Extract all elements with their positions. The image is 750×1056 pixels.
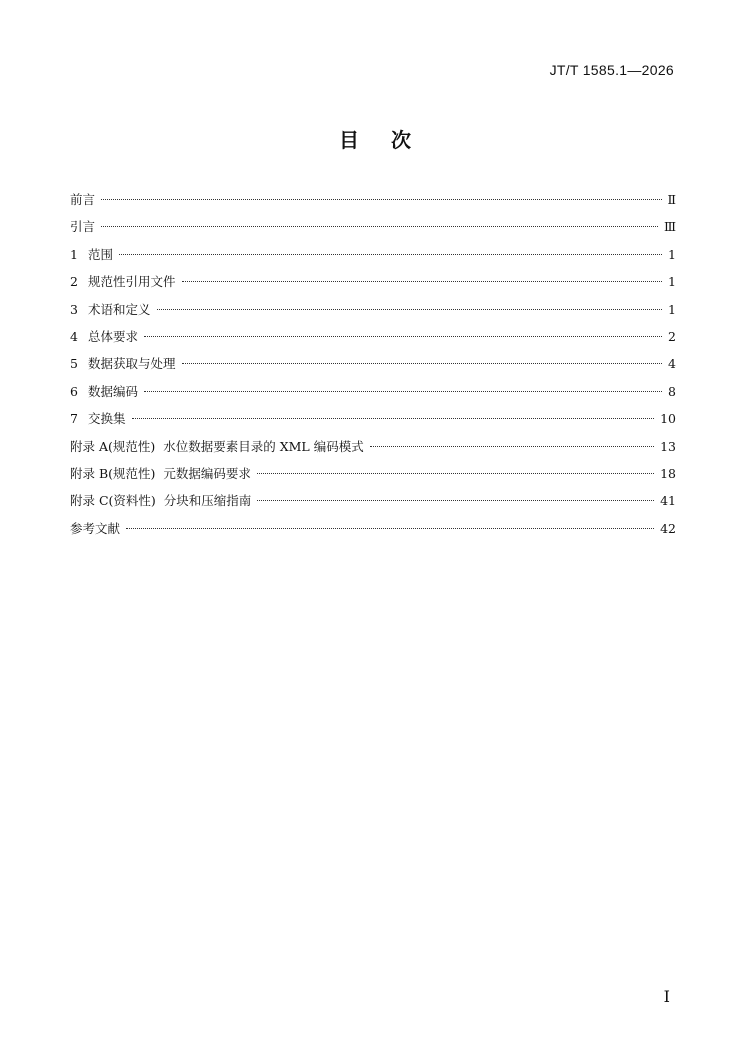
toc-entry[interactable] — [70, 241, 676, 268]
toc-entry-number: 3 — [70, 301, 78, 317]
toc-entry-page: 1 — [668, 274, 676, 290]
toc-entry[interactable] — [70, 433, 676, 460]
toc-entry[interactable] — [70, 350, 676, 377]
toc-entry-page: 42 — [660, 520, 676, 536]
toc-dot-leader — [257, 500, 654, 501]
toc-entry-page: 10 — [660, 411, 676, 427]
toc-entry-subtitle: 分块和压缩指南 — [163, 493, 252, 509]
toc-entry-subtitle: 水位数据要素目录的 XML 编码模式 — [163, 438, 364, 454]
toc-entry-title: 数据获取与处理 — [88, 356, 176, 372]
toc-entry-number: 4 — [70, 328, 78, 344]
toc-dot-leader — [101, 226, 658, 227]
toc-dot-leader — [132, 418, 655, 419]
toc-entry[interactable] — [70, 405, 676, 432]
toc-entry-page: 18 — [660, 465, 676, 481]
toc-entry-page: 1 — [668, 301, 676, 317]
toc-entry[interactable] — [70, 460, 676, 487]
toc-entry-page: 8 — [668, 383, 676, 399]
toc-entry-number: 2 — [70, 274, 78, 290]
toc-entry[interactable] — [70, 323, 676, 350]
page-number: Ⅰ — [663, 987, 670, 1006]
toc-entry-title: 附录 A(规范性) — [70, 438, 156, 454]
toc-entry[interactable] — [70, 213, 676, 240]
toc-dot-leader — [370, 446, 654, 447]
toc-entry-title: 术语和定义 — [88, 301, 151, 317]
toc-entry-number: 5 — [70, 356, 78, 372]
toc-entry-page: Ⅲ — [663, 219, 676, 235]
toc-entry-subtitle: 元数据编码要求 — [163, 465, 251, 481]
toc-dot-leader — [119, 254, 662, 255]
toc-entry-title: 交换集 — [88, 411, 126, 427]
toc-entry[interactable] — [70, 378, 676, 405]
toc-entry-title: 总体要求 — [88, 328, 139, 344]
toc-entry[interactable] — [70, 515, 676, 542]
toc-entry-page: 41 — [660, 493, 676, 509]
toc-entry-number: 7 — [70, 411, 78, 427]
toc-entry-page: 4 — [668, 356, 676, 372]
table-of-contents — [70, 186, 676, 542]
toc-dot-leader — [182, 281, 663, 282]
toc-entry-number: 6 — [70, 383, 78, 399]
toc-dot-leader — [182, 363, 663, 364]
toc-entry-title: 引言 — [70, 219, 96, 235]
toc-entry[interactable] — [70, 487, 676, 514]
toc-entry-title: 规范性引用文件 — [88, 274, 176, 290]
toc-dot-leader — [157, 309, 663, 310]
toc-entry[interactable] — [70, 186, 676, 213]
toc-entry-title: 范围 — [88, 246, 114, 262]
toc-dot-leader — [144, 391, 662, 392]
toc-entry-title: 参考文献 — [70, 520, 121, 536]
toc-entry-page: Ⅱ — [667, 192, 676, 207]
toc-entry-title: 前言 — [70, 192, 96, 207]
toc-dot-leader — [101, 199, 661, 200]
toc-entry[interactable] — [70, 296, 676, 323]
toc-dot-leader — [126, 528, 654, 529]
standard-code: JT/T 1585.1—2026 — [549, 62, 674, 78]
toc-entry-title: 附录 C(资料性) — [70, 493, 156, 509]
toc-dot-leader — [257, 473, 654, 474]
toc-entry-number: 1 — [70, 246, 78, 262]
toc-entry-title: 附录 B(规范性) — [70, 465, 156, 481]
toc-entry-page: 13 — [660, 438, 676, 454]
toc-entry-page: 2 — [668, 328, 676, 344]
toc-dot-leader — [144, 336, 662, 337]
page-title: 目次 — [339, 128, 443, 152]
toc-entry-title: 数据编码 — [88, 383, 139, 399]
toc-entry-page: 1 — [668, 246, 676, 262]
toc-entry[interactable] — [70, 268, 676, 295]
